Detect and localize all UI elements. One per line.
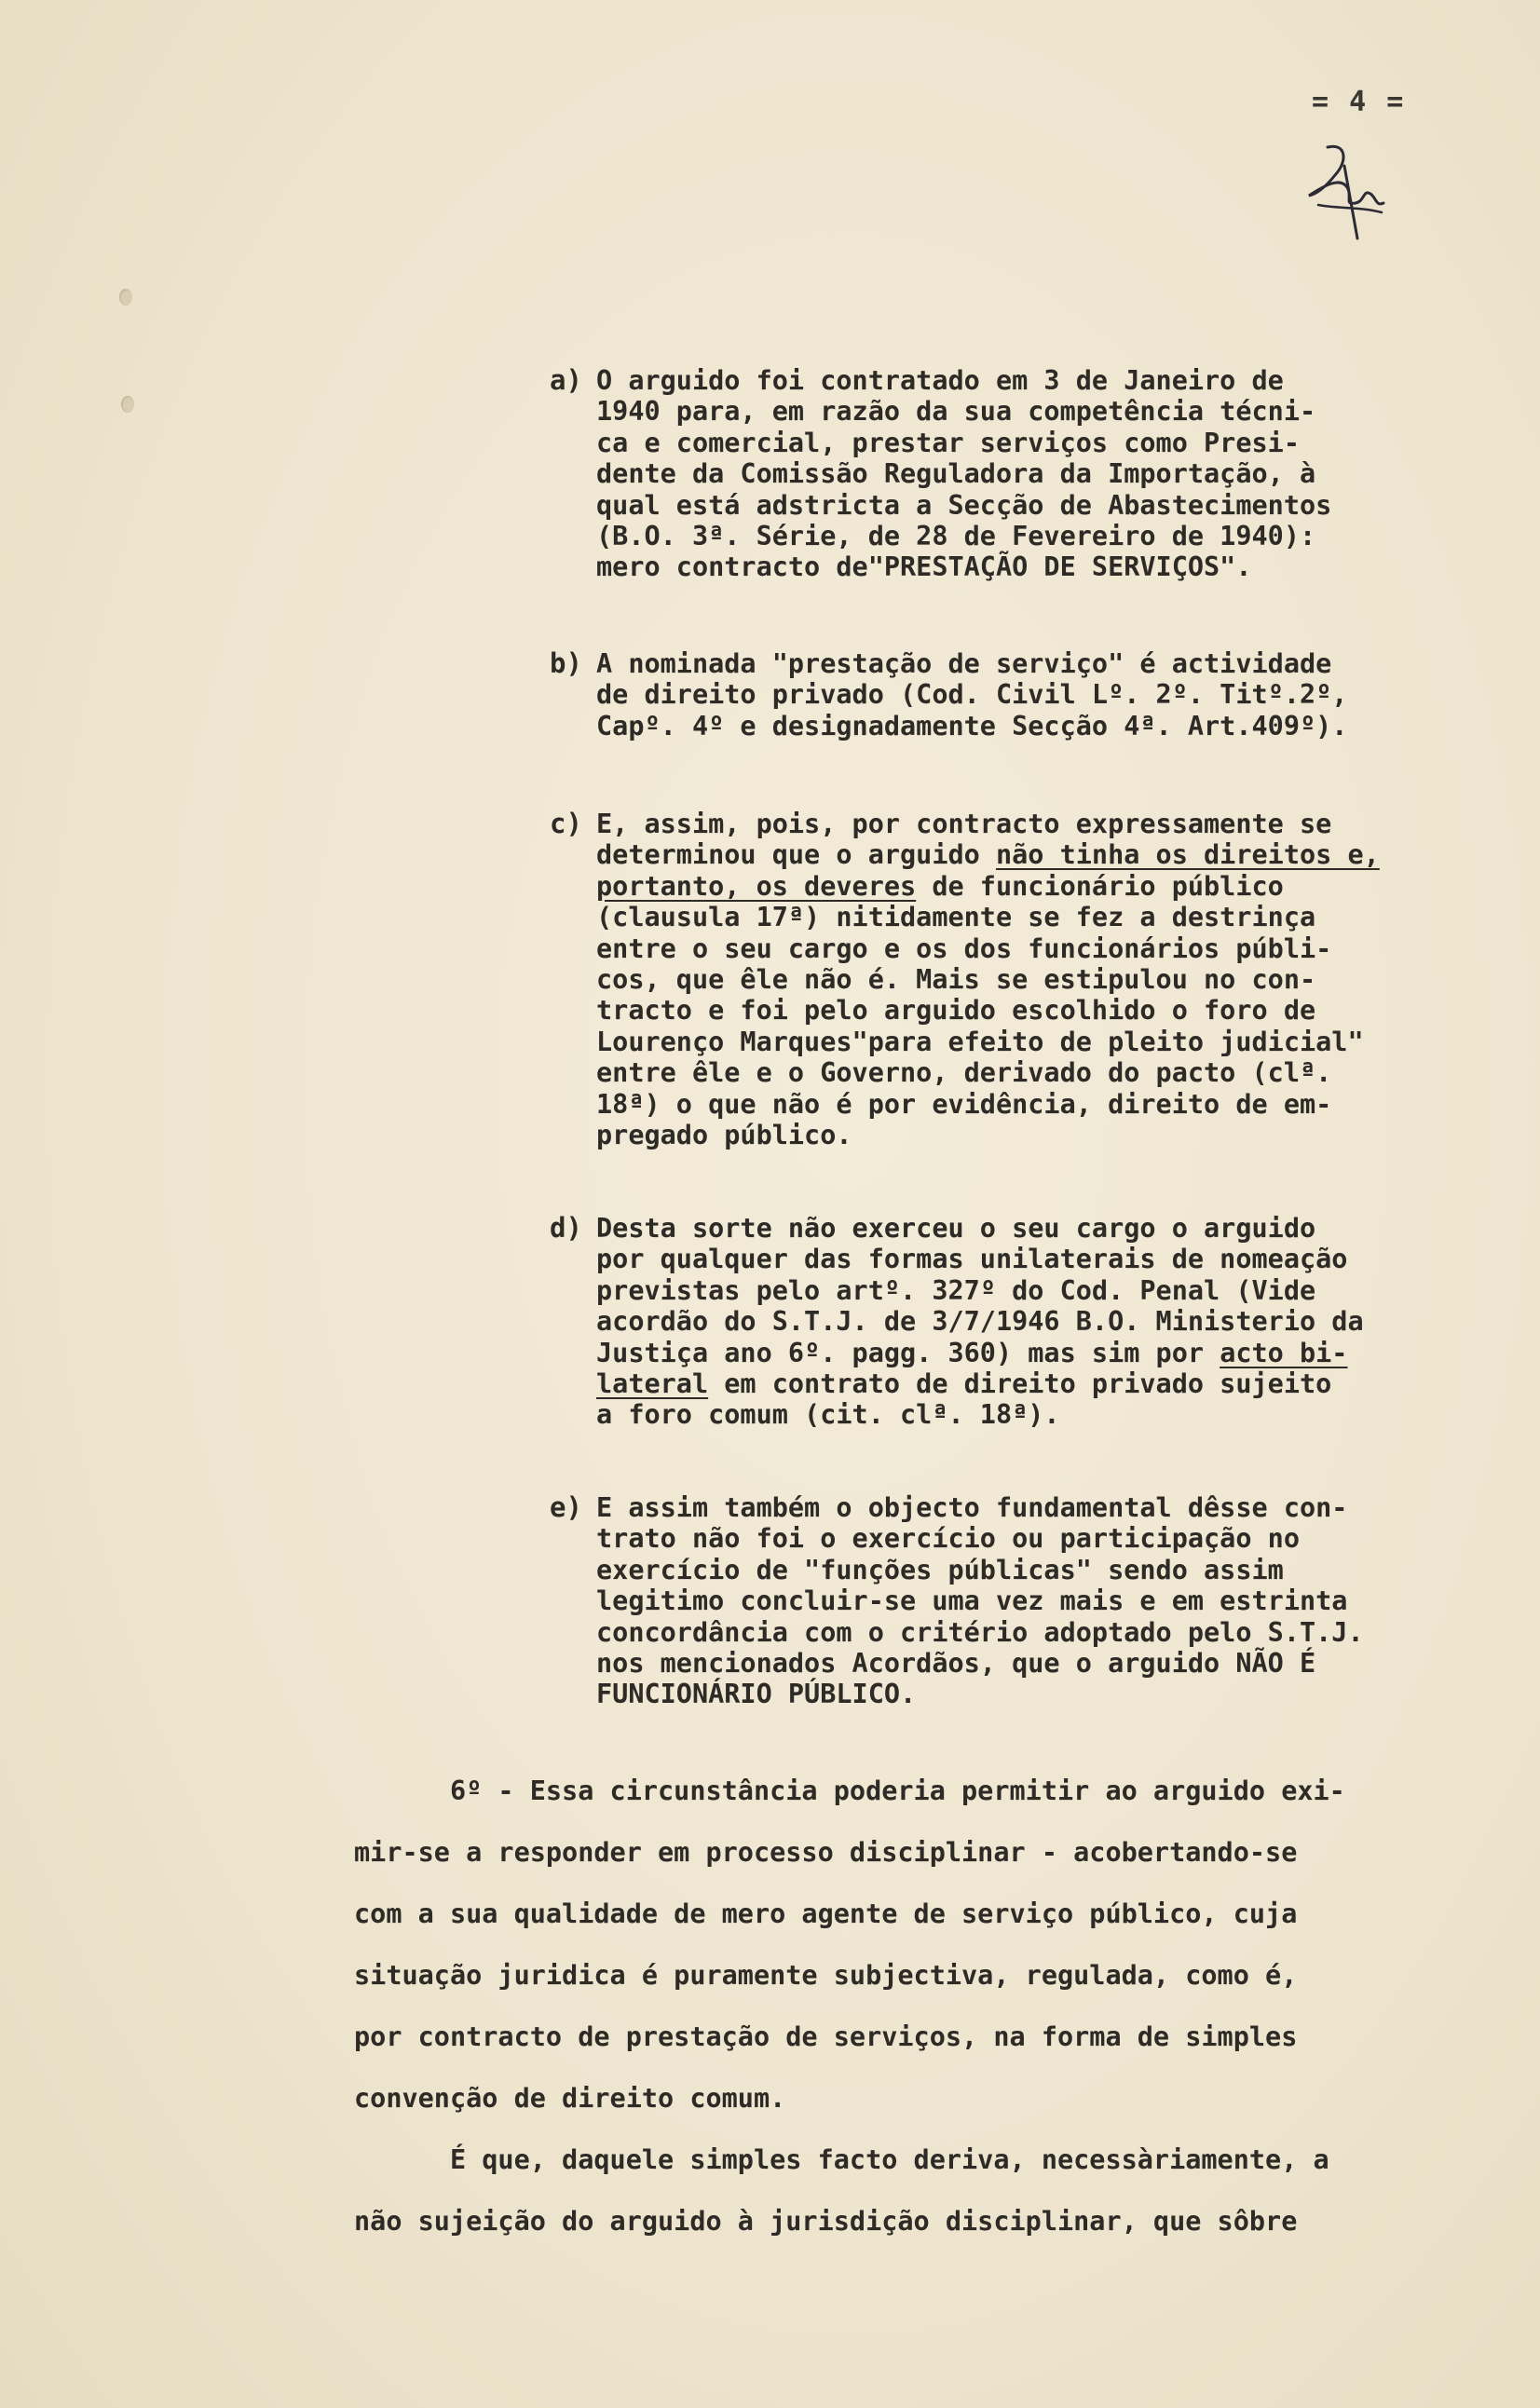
text-line: exercício de "funções públicas" sendo assim (596, 1554, 1284, 1585)
text-line: (clausula 17ª) nitidamente se fez a destrinça (596, 902, 1316, 933)
text-line: mir-se a responder em processo disciplinar - acobertando-se (354, 1837, 1298, 1868)
item-letter: c) (550, 808, 582, 839)
text-line: entre êle e o Governo, derivado do pacto (clª. (596, 1057, 1332, 1089)
text-line: E, assim, pois, por contracto expressamente se (596, 809, 1332, 839)
text-line: com a sua qualidade de mero agente de serviço público, cuja (354, 1898, 1298, 1929)
text-line: não sujeição do arguido à jurisdição disciplinar, que sôbre (354, 2206, 1298, 2237)
text-line: Desta sorte não exerceu o seu cargo o arguido (596, 1213, 1316, 1244)
item-a (550, 365, 1500, 583)
text-line: 18ª) o que não é por evidência, direito de em- (596, 1088, 1332, 1120)
text-line: FUNCIONÁRIO PÚBLICO. (596, 1679, 917, 1710)
item-letter: e) (550, 1491, 582, 1523)
item-d (550, 1213, 1500, 1431)
handwritten-signature (1290, 138, 1402, 250)
punch-hole-mark (121, 396, 134, 413)
item-letter: d) (550, 1212, 582, 1244)
text-segment: em contrato de direito privado sujeito (708, 1368, 1332, 1400)
text-line: O arguido foi contratado em 3 de Janeiro de (596, 365, 1284, 396)
item-letter: a) (550, 364, 582, 396)
text-line: 1940 para, em razão da sua competência técni- (596, 396, 1316, 428)
text-line: concordância com o critério adoptado pelo S.T.J. (596, 1616, 1364, 1648)
text-segment: determinou que o arguido (596, 839, 996, 871)
text-line (596, 839, 1500, 870)
text-line: por qualquer das formas unilaterais de nomeação (596, 1244, 1348, 1275)
text-line: legitimo concluir-se uma vez mais e em estrinta (596, 1585, 1348, 1617)
text-line: por contracto de prestação de serviços, na forma de simples (354, 2021, 1298, 2052)
text-line (596, 1368, 1500, 1399)
underlined-text: acto bi- (1220, 1337, 1348, 1368)
item-letter: b) (550, 647, 582, 679)
text-line: convenção de direito comum. (354, 2083, 786, 2114)
text-segment: Justiça ano 6º. pagg. 360) mas sim por (596, 1337, 1220, 1368)
text-line: ca e comercial, prestar serviços como Presi- (596, 427, 1300, 458)
text-line: situação juridica é puramente subjectiva, regulada, como é, (354, 1960, 1298, 1991)
text-line: pregado público. (596, 1120, 852, 1151)
text-line: É que, daquele simples facto deriva, necessàriamente, a (354, 2144, 1329, 2175)
underlined-text: lateral (596, 1368, 709, 1400)
text-line: nos mencionados Acordãos, que o arguido NÃO É (596, 1648, 1316, 1680)
paragraph-6 (354, 1761, 1519, 2252)
text-line: 6º - Essa circunstância poderia permitir ao arguido exi- (354, 1775, 1345, 1806)
text-line: entre o seu cargo e os dos funcionários públi- (596, 932, 1332, 964)
text-line: A nominada "prestação de serviço" é actividade (596, 648, 1332, 679)
page-number: = 4 = (1312, 86, 1406, 118)
text-line: qual está adstricta a Secção de Abastecimentos (596, 489, 1332, 521)
item-b (550, 648, 1500, 741)
item-e (550, 1492, 1500, 1710)
text-line (596, 1338, 1500, 1368)
text-line: de direito privado (Cod. Civil Lº. 2º. Titº.2º, (596, 679, 1348, 711)
text-line: E assim também o objecto fundamental dêsse con- (596, 1492, 1348, 1523)
text-line: trato não foi o exercício ou participação no (596, 1523, 1300, 1555)
text-line: cos, que êle não é. Mais se estipulou no con- (596, 964, 1316, 996)
text-line: Capº. 4º e designadamente Secção 4ª. Art.409º). (596, 710, 1348, 741)
text-line: acordão do S.T.J. de 3/7/1946 B.O. Ministerio da (596, 1306, 1364, 1338)
text-line: (B.O. 3ª. Série, de 28 de Fevereiro de 1940): (596, 521, 1316, 552)
text-line: tracto e foi pelo arguido escolhido o foro de (596, 995, 1316, 1027)
text-line: a foro comum (cit. clª. 18ª). (596, 1399, 1060, 1431)
text-line: Lourenço Marques"para efeito de pleito judicial" (596, 1026, 1364, 1057)
text-segment: de funcionário público (916, 870, 1284, 902)
punch-hole-mark (119, 289, 132, 306)
text-line: dente da Comissão Reguladora da Importação, à (596, 458, 1316, 490)
underlined-text: não tinha os direitos e, (995, 839, 1380, 871)
text-line: previstas pelo artº. 327º do Cod. Penal (Vide (596, 1274, 1316, 1306)
text-line (596, 871, 1500, 902)
text-line: mero contracto de"PRESTAÇÃO DE SERVIÇOS". (596, 551, 1252, 583)
underlined-text: portanto, os deveres (596, 870, 917, 902)
item-c (550, 809, 1500, 1150)
